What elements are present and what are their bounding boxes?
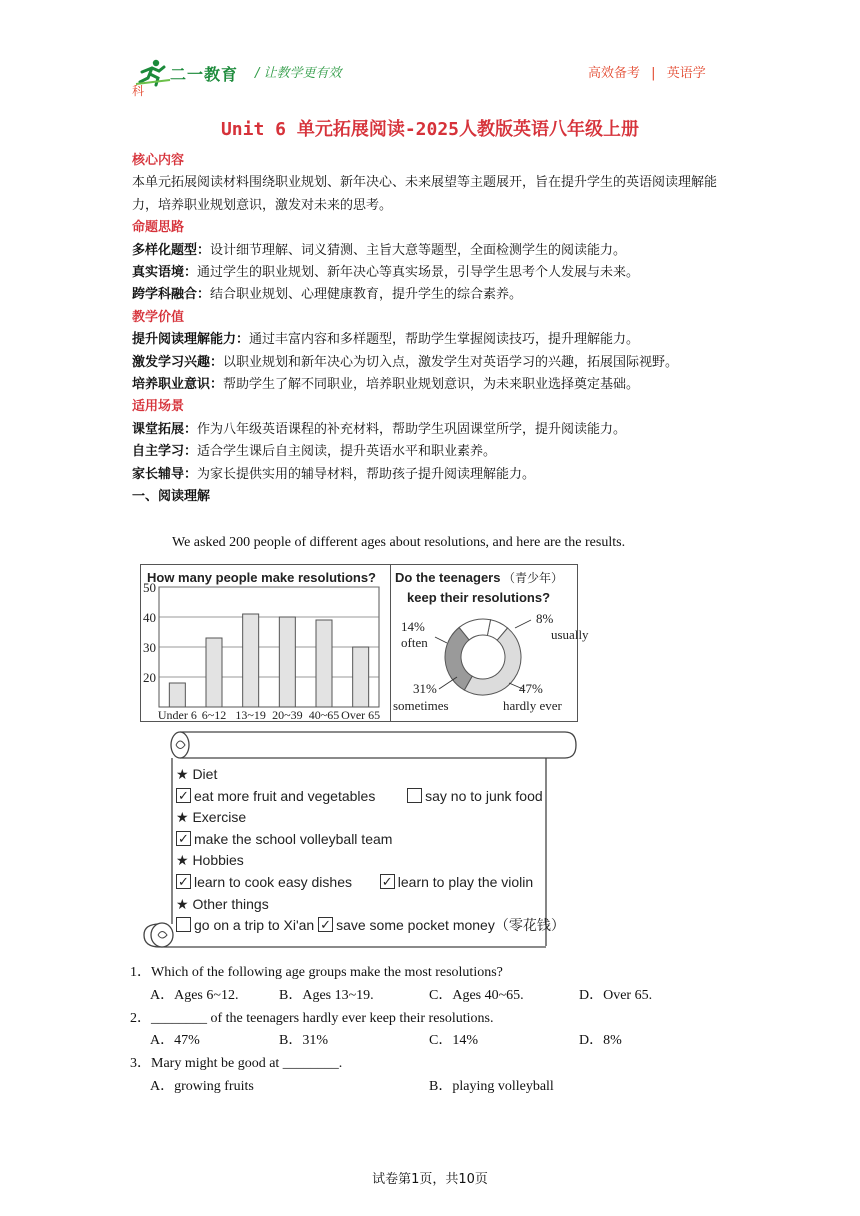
chart-title: How many people make resolutions?	[147, 570, 376, 585]
option[interactable]: A．47%	[150, 1033, 200, 1049]
option[interactable]: B．31%	[279, 1033, 328, 1049]
bar	[243, 614, 259, 707]
section-heading-scene: 适用场景	[132, 399, 185, 415]
item-label: learn to play the violin	[397, 873, 534, 890]
question-options	[130, 985, 653, 1008]
category-hobbies: ★ Hobbies	[176, 852, 244, 869]
list-item	[176, 872, 565, 894]
option[interactable]: D．8%	[579, 1033, 622, 1049]
chart-title-cn: （青少年）	[503, 571, 564, 585]
checkbox-checked[interactable]	[380, 874, 395, 889]
y-tick-label: 30	[143, 640, 156, 655]
slice-label: usually	[551, 627, 589, 642]
slice-percent: 8%	[536, 611, 554, 626]
x-tick-label: 40~65	[308, 708, 340, 722]
intro-content	[132, 150, 732, 509]
chart-subtitle: keep their resolutions?	[407, 590, 551, 605]
bar	[206, 638, 222, 707]
question-stem: 3．Mary might be good at ________.	[130, 1056, 343, 1072]
bar-chart-panel	[140, 564, 392, 722]
item-label: learn to cook easy dishes	[194, 873, 352, 890]
y-tick-label: 20	[143, 670, 156, 685]
logo-text: 二一教育	[170, 65, 239, 84]
option[interactable]: A．Ages 6~12.	[150, 987, 239, 1003]
option[interactable]: D．Over 65.	[579, 987, 653, 1003]
scene-item: 课堂拓展：作为八年级英语课程的补充材料，帮助学生巩固课堂所学，提升阅读能力。	[132, 421, 627, 437]
checkbox-unchecked[interactable]	[407, 788, 422, 803]
questions	[130, 962, 653, 1099]
option[interactable]: C．Ages 40~65.	[429, 987, 524, 1003]
option[interactable]: B．Ages 13~19.	[279, 987, 374, 1003]
slice-percent: 14%	[401, 619, 425, 634]
list-item	[176, 915, 565, 937]
question-stem: 2．________ of the teenagers hardly ever keep their resolutions.	[130, 1010, 494, 1026]
y-tick-label: 40	[143, 610, 156, 625]
category-other: ★ Other things	[176, 895, 269, 912]
reading-heading: 一、阅读理解	[132, 489, 211, 505]
section-heading-idea: 命题思路	[132, 220, 185, 236]
item-label: eat more fruit and vegetables	[194, 787, 376, 804]
question-options	[130, 1076, 554, 1099]
leader-line	[439, 677, 457, 689]
category-exercise: ★ Exercise	[176, 809, 247, 826]
chart-title: Do the teenagers	[395, 570, 501, 585]
checkbox-checked[interactable]	[176, 831, 191, 846]
leader-line	[515, 620, 531, 628]
value-item: 激发学习兴趣：以职业规划和新年决心为切入点，激发学生对英语学习的兴趣，拓展国际视野。	[132, 354, 679, 370]
value-item: 培养职业意识：帮助学生了解不同职业，培养职业规划意识，为未来职业选择奠定基础。	[132, 377, 640, 393]
item-label: say no to junk food	[425, 787, 543, 804]
scene-item: 自主学习：适合学生课后自主阅读，提升英语水平和职业素养。	[132, 444, 497, 460]
list-item	[176, 829, 565, 851]
category-diet: ★ Diet	[176, 766, 218, 782]
checkbox-unchecked[interactable]	[176, 917, 191, 932]
page-footer: 试卷第1页，共10页	[372, 1172, 488, 1187]
item-label: save some pocket money（零花钱）	[336, 917, 565, 934]
section-heading-value: 教学价值	[132, 309, 185, 325]
value-item: 提升阅读理解能力：通过丰富内容和多样题型，帮助学生掌握阅读技巧，提升理解能力。	[132, 332, 640, 348]
bar	[316, 620, 332, 707]
idea-item: 多样化题型：设计细节理解、词义猜测、主旨大意等题型，全面检测学生的阅读能力。	[132, 242, 627, 258]
page-title: Unit 6 单元拓展阅读-2025人教版英语八年级上册	[220, 119, 640, 140]
header-subject	[588, 62, 706, 81]
question-stem: 1．Which of the following age groups make the most resolutions?	[130, 965, 503, 980]
slice-label: sometimes	[393, 698, 449, 713]
header-label-exam: 高效备考	[588, 66, 641, 81]
scene-item: 家长辅导：为家长提供实用的辅导材料，帮助孩子提升阅读理解能力。	[132, 466, 536, 482]
item-label: make the school volleyball team	[194, 830, 393, 847]
slice-label: often	[401, 635, 428, 650]
x-tick-label: Under 6	[157, 708, 197, 722]
x-tick-label: 13~19	[235, 708, 266, 722]
x-tick-label: 20~39	[272, 708, 303, 722]
y-tick-label: 50	[143, 580, 156, 595]
list-item	[176, 786, 565, 808]
section-heading-core: 核心内容	[132, 153, 185, 168]
reading-intro: We asked 200 people of different ages about resolutions, and here are the results.	[172, 535, 626, 550]
resolution-list	[176, 764, 565, 937]
core-text: 本单元拓展阅读材料围绕职业规划、新年决心、未来展望等主题展开，旨在提升学生的英语阅读理解能力，培养职业规划意识，激发对未来的思考。	[132, 175, 718, 213]
slice-percent: 31%	[413, 681, 437, 696]
checkbox-checked[interactable]	[176, 874, 191, 889]
header-label-wrap: 科	[132, 84, 145, 98]
slogan: / 让教学更有效	[255, 66, 342, 81]
slice-label: hardly ever	[503, 698, 562, 713]
donut-chart-panel	[390, 564, 589, 722]
bar-chart	[141, 565, 391, 721]
header-separator: |	[651, 66, 656, 81]
leader-line	[435, 637, 447, 643]
checkbox-checked[interactable]	[318, 917, 333, 932]
bar	[353, 647, 369, 707]
option[interactable]: C．14%	[429, 1033, 478, 1049]
idea-item: 真实语境：通过学生的职业规划、新年决心等真实场景，引导学生思考个人发展与未来。	[132, 265, 640, 281]
bar	[279, 617, 295, 707]
donut-chart	[391, 565, 589, 721]
idea-item: 跨学科融合：结合职业规划、心理健康教育，提升学生的综合素养。	[132, 287, 523, 303]
x-tick-label: 6~12	[201, 708, 227, 722]
bar	[169, 683, 185, 707]
x-tick-label: Over 65	[341, 708, 381, 722]
question-options	[130, 1030, 622, 1053]
item-label: go on a trip to Xi'an	[194, 917, 315, 934]
option[interactable]: A．growing fruits	[150, 1078, 254, 1094]
slice-percent: 47%	[519, 681, 543, 696]
option[interactable]: B．playing volleyball	[429, 1078, 554, 1094]
header-label-subject: 英语学	[666, 66, 706, 81]
checkbox-checked[interactable]	[176, 788, 191, 803]
